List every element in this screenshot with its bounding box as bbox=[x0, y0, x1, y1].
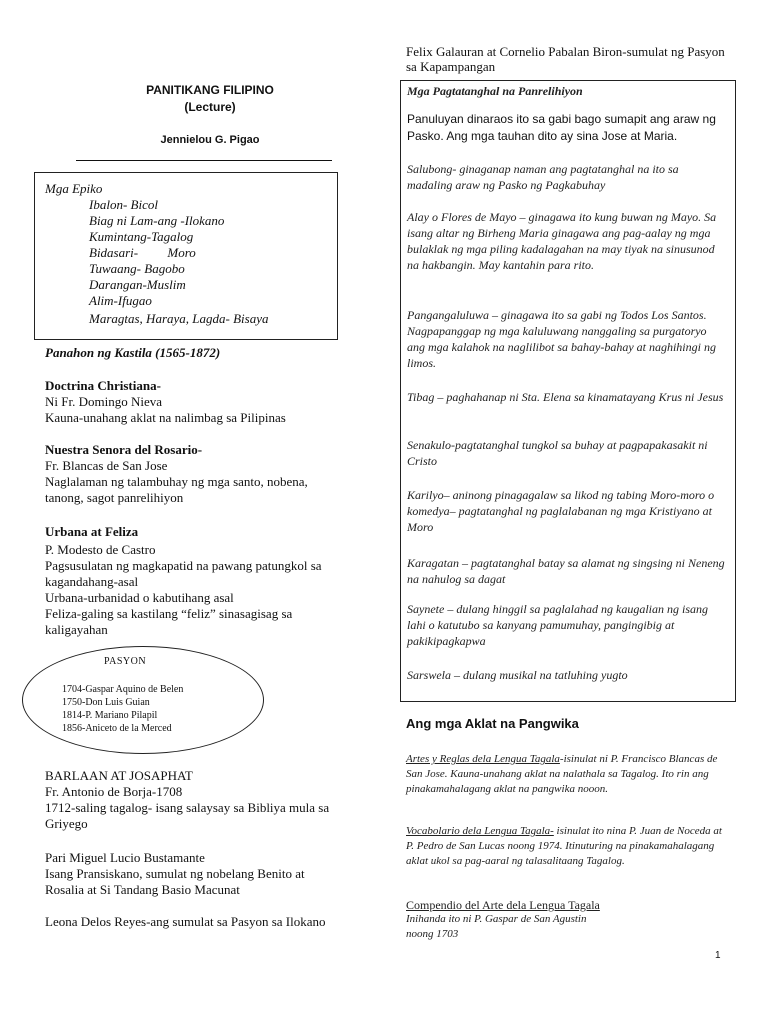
header-divider bbox=[76, 160, 332, 161]
author-name: Jennielou G. Pigao bbox=[160, 134, 260, 146]
epiko-box bbox=[34, 172, 338, 340]
leona-line: Leona Delos Reyes-ang sumulat sa Pasyon sa Ilokano bbox=[45, 914, 326, 929]
nuestra-line: Naglalaman ng talambuhay ng mga santo, nobena, tanong, sagot panrelihiyon bbox=[45, 474, 308, 505]
pagtatanghal-item: Saynete – dulang hinggil sa paglalahad ng kaugalian ng isang lahi o katutubo sa kanyang pamumuhay, pangingibig at pakikipagkapwa bbox=[407, 602, 708, 648]
doctrina-line: Kauna-unahang aklat na nalimbag sa Pilipinas bbox=[45, 410, 286, 425]
barlaan-title: BARLAAN AT JOSAPHAT bbox=[45, 768, 193, 783]
nuestra-title: Nuestra Senora del Rosario- bbox=[45, 442, 203, 457]
pagtatanghal-heading: Mga Pagtatanghal na Panrelihiyon bbox=[407, 84, 583, 98]
epiko-item: Maragtas, Haraya, Lagda- Bisaya bbox=[89, 311, 269, 326]
pagtatanghal-box bbox=[400, 80, 736, 702]
artes-text: -isinulat ni P. Francisco Blancas de San Jose. Kauna-unahang aklat na nalathala sa Tagalog. Ito rin ang pinakamahalagang aklat na pangwika nooon. bbox=[406, 753, 718, 795]
pasyon-item: 1750-Don Luis Guian bbox=[62, 697, 150, 708]
epiko-item: Darangan-Muslim bbox=[89, 277, 186, 292]
epiko-item: Ibalon- Bicol bbox=[89, 197, 158, 212]
pagtatanghal-item: Karagatan – pagtatanghal batay sa alamat ng singsing ni Neneng na nahulog sa dagat bbox=[407, 556, 725, 586]
artes-title: Artes y Reglas dela Lengua Tagala bbox=[406, 753, 560, 765]
period-heading: Panahon ng Kastila (1565-1872) bbox=[45, 345, 221, 360]
vocab-text: isinulat ito nina P. Juan de Noceda at P. Pedro de San Lucas noong 1974. Itinuturing na pinakamahalagang aklat ukol sa pag-aaral ng talasalitaang Tagalog. bbox=[406, 825, 722, 867]
compendio-line: Inihanda ito ni P. Gaspar de San Agustin bbox=[406, 913, 587, 925]
compendio-line: noong 1703 bbox=[406, 928, 459, 940]
urbana-title: Urbana at Feliza bbox=[45, 524, 139, 539]
pasyon-title: PASYON bbox=[104, 656, 147, 667]
nuestra-line: Fr. Blancas de San Jose bbox=[45, 458, 168, 473]
pagtatanghal-item: Pangangaluluwa – ginagawa ito sa gabi ng Todos Los Santos. Nagpapanggap ng mga kaluluwang nanggaling sa purgatoryo ang mga kalahok na naglilibot sa bahay-bahay at naghihingi ng limos. bbox=[407, 308, 716, 370]
epiko-item: Tuwaang- Bagobo bbox=[89, 261, 185, 276]
doctrina-line: Ni Fr. Domingo Nieva bbox=[45, 394, 162, 409]
epiko-item: Biag ni Lam-ang -Ilokano bbox=[89, 213, 225, 228]
barlaan-line: Fr. Antonio de Borja-1708 bbox=[45, 784, 183, 799]
urbana-line: Pagsusulatan ng magkapatid na pawang patungkol sa kagandahang-asal bbox=[45, 558, 322, 589]
artes-entry bbox=[406, 752, 728, 797]
pasyon-item: 1704-Gaspar Aquino de Belen bbox=[62, 684, 184, 695]
vocab-entry bbox=[406, 824, 728, 869]
document-title: PANITIKANG FILIPINO bbox=[146, 83, 274, 97]
pagtatanghal-item: Senakulo-pagtatanghal tungkol sa buhay at pagpapakasakit ni Cristo bbox=[407, 438, 708, 468]
aklat-heading: Ang mga Aklat na Pangwika bbox=[406, 716, 579, 731]
epiko-item: Alim-Ifugao bbox=[89, 293, 152, 308]
doctrina-title: Doctrina Christiana- bbox=[45, 378, 161, 393]
bustamante-line: Isang Pransiskano, sumulat ng nobelang Benito at Rosalia at Si Tandang Basio Macunat bbox=[45, 866, 305, 897]
document-subtitle: (Lecture) bbox=[184, 100, 236, 114]
pagtatanghal-item: Alay o Flores de Mayo – ginagawa ito kung buwan ng Mayo. Sa isang altar ng Birheng Maria ginagawa ang pag-aalay ng mga bulaklak ng mga piling kadalagahan na may tiyak na sinusunod na hakbangin. May kantahin para rito. bbox=[407, 210, 717, 272]
epiko-heading: Mga Epiko bbox=[45, 181, 103, 196]
right-intro: Felix Galauran at Cornelio Pabalan Biron-sumulat ng Pasyon sa Kapampangan bbox=[406, 44, 725, 74]
bustamante-line: Pari Miguel Lucio Bustamante bbox=[45, 850, 205, 865]
urbana-line: Urbana-urbanidad o kabutihang asal bbox=[45, 590, 234, 605]
compendio-title: Compendio del Arte dela Lengua Tagala bbox=[406, 898, 600, 912]
epiko-item: Kumintang-Tagalog bbox=[89, 229, 194, 244]
barlaan-line: 1712-saling tagalog- isang salaysay sa Bibliya mula sa Griyego bbox=[45, 800, 330, 831]
pagtatanghal-item: Salubong- ginaganap naman ang pagtatanghal na ito sa madaling araw ng Pasko ng Pagkabuhay bbox=[407, 162, 679, 192]
urbana-line: P. Modesto de Castro bbox=[45, 542, 156, 557]
pasyon-item: 1856-Aniceto de la Merced bbox=[62, 723, 172, 734]
panuluyan-text: Panuluyan dinaraos ito sa gabi bago sumapit ang araw ng Pasko. Ang mga tauhan dito ay sina Jose at Maria. bbox=[407, 112, 716, 143]
page-number: 1 bbox=[715, 950, 721, 961]
pagtatanghal-item: Tibag – paghahanap ni Sta. Elena sa kinamatayang Krus ni Jesus bbox=[407, 390, 724, 404]
epiko-item: Bidasari- Moro bbox=[89, 245, 196, 260]
pagtatanghal-item: Sarswela – dulang musikal na tatluhing yugto bbox=[407, 668, 628, 682]
pasyon-item: 1814-P. Mariano Pilapil bbox=[62, 710, 158, 721]
urbana-line: Feliza-galing sa kastilang “feliz” sinasagisag sa kaligayahan bbox=[45, 606, 293, 637]
vocab-title: Vocabolario dela Lengua Tagala- bbox=[406, 825, 554, 837]
pagtatanghal-item: Karilyo– aninong pinagagalaw sa likod ng tabing Moro-moro o komedya– pagtatanghal ng paglalabanan ng mga Kristiyano at Moro bbox=[407, 488, 715, 534]
